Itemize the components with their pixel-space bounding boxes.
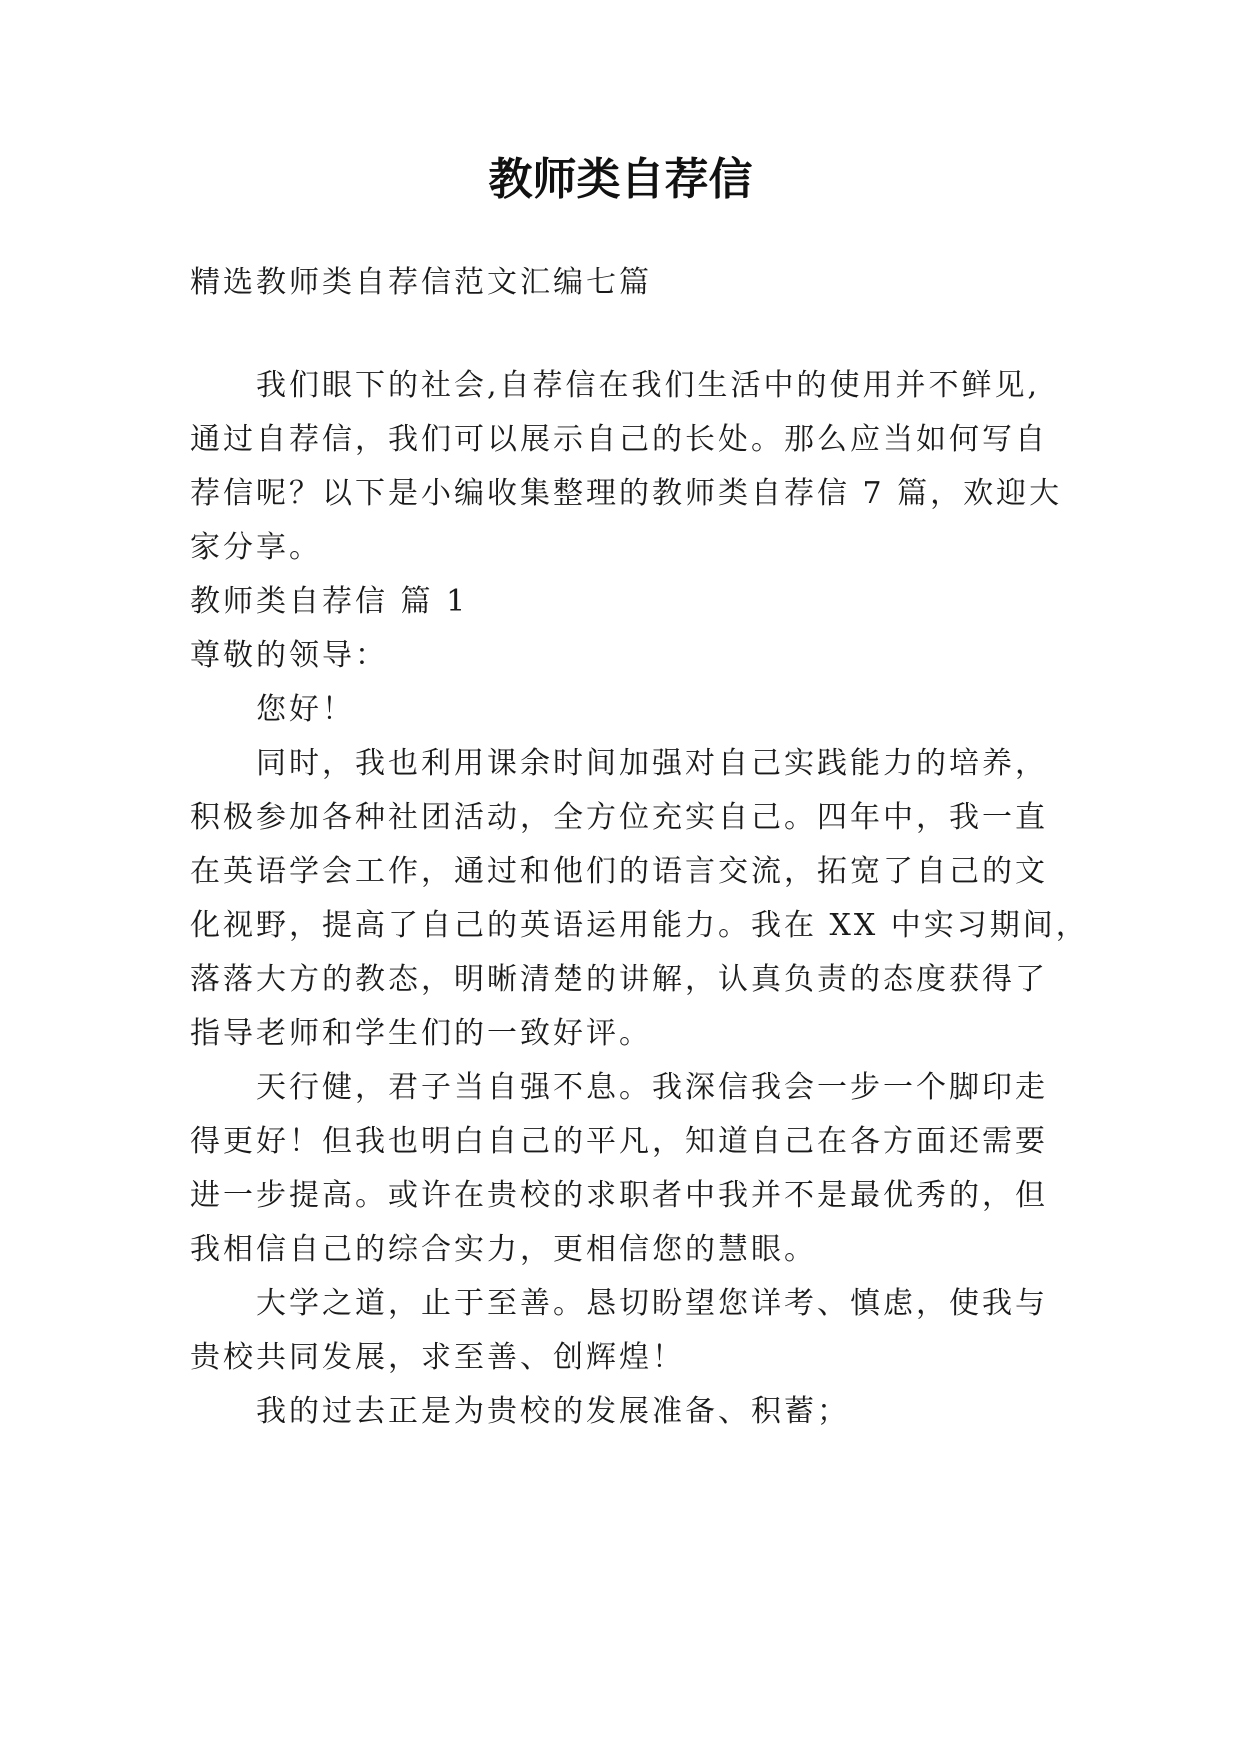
intro-line: 我们眼下的社会,自荐信在我们生活中的使用并不鲜见, — [256, 368, 1041, 403]
salutation: 尊敬的领导： — [190, 638, 388, 673]
subtitle: 精选教师类自荐信范文汇编七篇 — [190, 265, 652, 300]
paragraph-line: 得更好！但我也明白自己的平凡，知道自己在各方面还需要 — [190, 1124, 1048, 1159]
paragraph-line: 指导老师和学生们的一致好评。 — [190, 1016, 652, 1051]
document-title: 教师类自荐信 — [488, 154, 753, 205]
paragraph-line: 我相信自己的综合实力，更相信您的慧眼。 — [190, 1232, 817, 1267]
paragraph-line: 落落大方的教态，明晰清楚的讲解，认真负责的态度获得了 — [190, 962, 1048, 997]
paragraph-line: 天行健，君子当自强不息。我深信我会一步一个脚印走 — [256, 1070, 1048, 1105]
paragraph-line: 大学之道，止于至善。恳切盼望您详考、慎虑，使我与 — [256, 1286, 1048, 1321]
paragraph-line: 同时，我也利用课余时间加强对自己实践能力的培养， — [256, 746, 1048, 781]
paragraph-line: 我的过去正是为贵校的发展准备、积蓄； — [256, 1394, 850, 1429]
section-heading: 教师类自荐信 篇 1 — [190, 584, 469, 619]
intro-line: 通过自荐信，我们可以展示自己的长处。那么应当如何写自 — [190, 422, 1048, 457]
intro-line: 家分享。 — [190, 530, 322, 565]
paragraph-line: 贵校共同发展，求至善、创辉煌！ — [190, 1340, 685, 1375]
intro-line: 荐信呢？以下是小编收集整理的教师类自荐信 7 篇，欢迎大 — [190, 476, 1063, 511]
greeting: 您好！ — [256, 692, 355, 727]
paragraph-line: 进一步提高。或许在贵校的求职者中我并不是最优秀的，但 — [190, 1178, 1048, 1213]
paragraph-line: 在英语学会工作，通过和他们的语言交流，拓宽了自己的文 — [190, 854, 1048, 889]
paragraph-line: 积极参加各种社团活动，全方位充实自己。四年中，我一直 — [190, 800, 1048, 835]
paragraph-line: 化视野，提高了自己的英语运用能力。我在 XX 中实习期间， — [190, 908, 1089, 943]
